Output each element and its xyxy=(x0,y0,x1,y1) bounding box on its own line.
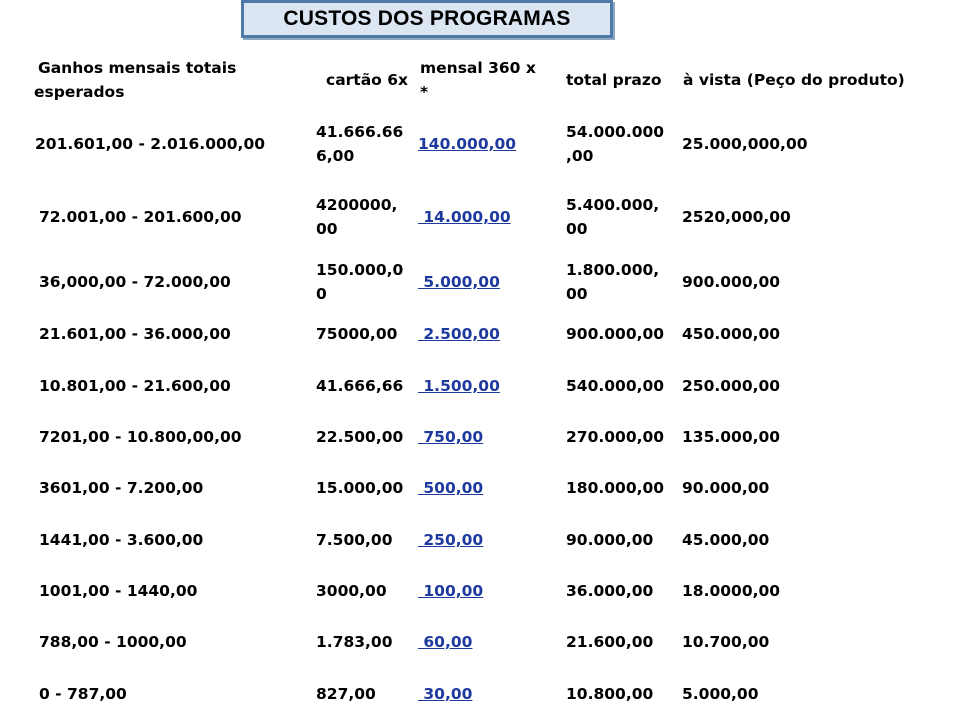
cell-monthly[interactable] xyxy=(418,528,483,552)
monthly-price-link[interactable]: 250,00 xyxy=(418,531,484,549)
header-income: Ganhos mensais totais esperados xyxy=(34,59,237,101)
cell-monthly[interactable] xyxy=(418,205,511,229)
cell-card: 7.500,00 xyxy=(316,531,393,549)
cell-cash: 135.000,00 xyxy=(682,428,781,446)
cell-income: 788,00 - 1000,00 xyxy=(39,633,187,651)
cell-monthly[interactable] xyxy=(418,425,483,449)
cell-card: 1.783,00 xyxy=(316,633,393,651)
cell-card: 75000,00 xyxy=(316,325,398,343)
cell-card: 827,00 xyxy=(316,685,376,703)
monthly-price-link[interactable]: 1.500,00 xyxy=(418,377,500,395)
cell-total: 1.800.000, 00 xyxy=(566,261,660,303)
monthly-price-link[interactable]: 14.000,00 xyxy=(418,208,511,226)
cell-card: 150.000,0 0 xyxy=(316,261,404,303)
cell-card: 15.000,00 xyxy=(316,479,404,497)
cell-income: 3601,00 - 7.200,00 xyxy=(39,479,204,497)
cell-monthly[interactable] xyxy=(418,132,516,156)
monthly-price-link[interactable]: 2.500,00 xyxy=(418,325,500,343)
cell-card: 22.500,00 xyxy=(316,428,404,446)
cell-monthly[interactable] xyxy=(418,270,500,294)
cell-income: 7201,00 - 10.800,00,00 xyxy=(39,428,242,446)
header-cash: à vista (Peço do produto) xyxy=(683,71,905,89)
cell-income: 201.601,00 - 2.016.000,00 xyxy=(35,135,266,153)
cell-monthly[interactable] xyxy=(418,476,483,500)
cell-card: 4200000, 00 xyxy=(316,196,398,238)
cell-monthly[interactable] xyxy=(418,579,483,603)
cell-cash: 2520,000,00 xyxy=(682,208,791,226)
header-monthly: mensal 360 x * xyxy=(420,59,536,101)
cell-cash: 5.000,00 xyxy=(682,685,759,703)
cell-income: 21.601,00 - 36.000,00 xyxy=(39,325,231,343)
cell-cash: 250.000,00 xyxy=(682,377,781,395)
title-box xyxy=(241,0,613,38)
cell-total: 90.000,00 xyxy=(566,531,654,549)
cell-total: 180.000,00 xyxy=(566,479,665,497)
cell-total: 21.600,00 xyxy=(566,633,654,651)
header-card: cartão 6x xyxy=(326,71,408,89)
cell-monthly[interactable] xyxy=(418,322,500,346)
cell-monthly[interactable] xyxy=(418,374,500,398)
monthly-price-link[interactable]: 140.000,00 xyxy=(418,135,517,153)
monthly-price-link[interactable]: 60,00 xyxy=(418,633,473,651)
monthly-price-link[interactable]: 750,00 xyxy=(418,428,484,446)
cell-income: 36,000,00 - 72.000,00 xyxy=(39,273,231,291)
cell-total: 540.000,00 xyxy=(566,377,665,395)
header-total: total prazo xyxy=(566,71,662,89)
cell-income: 10.801,00 - 21.600,00 xyxy=(39,377,231,395)
cell-income: 1441,00 - 3.600,00 xyxy=(39,531,204,549)
page-title: CUSTOS DOS PROGRAMAS xyxy=(283,7,571,30)
cell-total: 270.000,00 xyxy=(566,428,665,446)
cell-income: 0 - 787,00 xyxy=(39,685,127,703)
cell-card: 41.666,66 xyxy=(316,377,404,395)
cell-income: 1001,00 - 1440,00 xyxy=(39,582,198,600)
cell-cash: 450.000,00 xyxy=(682,325,781,343)
cell-total: 5.400.000, 00 xyxy=(566,196,660,238)
cell-total: 10.800,00 xyxy=(566,685,654,703)
monthly-price-link[interactable]: 100,00 xyxy=(418,582,484,600)
cell-cash: 18.0000,00 xyxy=(682,582,781,600)
cell-cash: 25.000,000,00 xyxy=(682,135,808,153)
cell-cash: 900.000,00 xyxy=(682,273,781,291)
cell-card: 41.666.66 6,00 xyxy=(316,123,404,165)
monthly-price-link[interactable]: 5.000,00 xyxy=(418,273,500,291)
cell-income: 72.001,00 - 201.600,00 xyxy=(39,208,242,226)
cell-total: 900.000,00 xyxy=(566,325,665,343)
cell-monthly[interactable] xyxy=(418,630,472,654)
cell-card: 3000,00 xyxy=(316,582,387,600)
cell-cash: 10.700,00 xyxy=(682,633,770,651)
cell-monthly[interactable] xyxy=(418,682,472,706)
cell-cash: 45.000,00 xyxy=(682,531,770,549)
cell-total: 36.000,00 xyxy=(566,582,654,600)
cell-cash: 90.000,00 xyxy=(682,479,770,497)
monthly-price-link[interactable]: 500,00 xyxy=(418,479,484,497)
monthly-price-link[interactable]: 30,00 xyxy=(418,685,473,703)
cell-total: 54.000.000 ,00 xyxy=(566,123,665,165)
